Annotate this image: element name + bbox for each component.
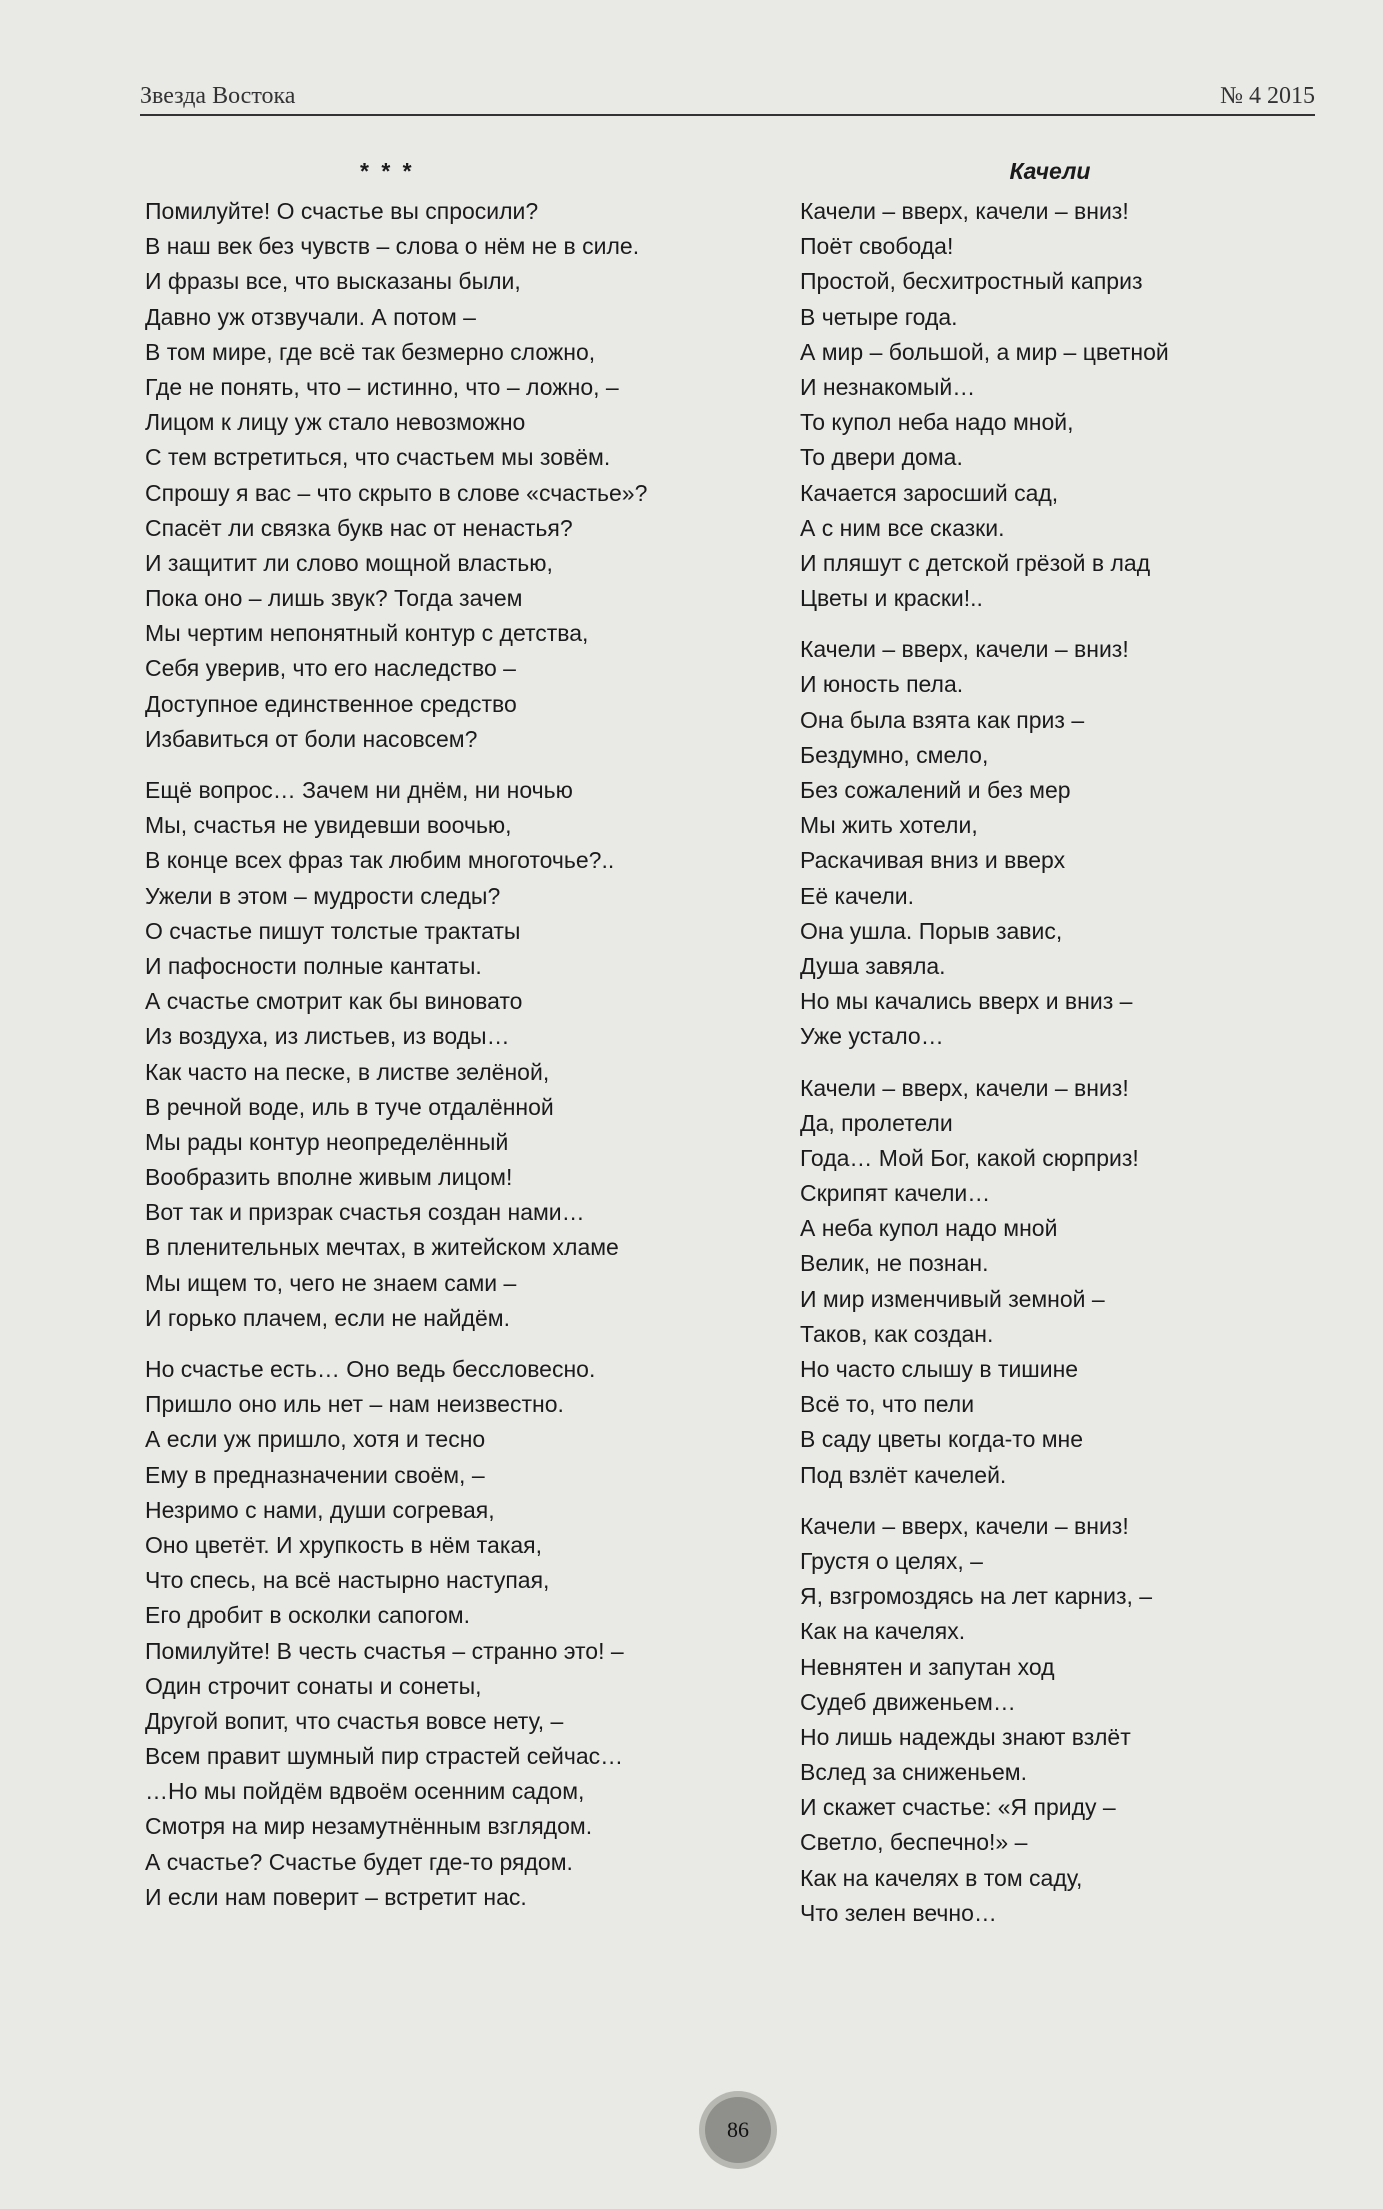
- verse-line: Вслед за сниженьем.: [800, 1759, 1027, 1786]
- verse-line: Как на качелях.: [800, 1618, 966, 1645]
- verse-line: В наш век без чувств – слова о нём не в силе.: [145, 233, 640, 260]
- verse-line: Качается заросший сад,: [800, 479, 1059, 506]
- verse-line: Но счастье есть… Оно ведь бессловесно.: [145, 1356, 596, 1382]
- verse-line: И горько плачем, если не найдём.: [145, 1304, 510, 1331]
- verse-line: Пришло оно иль нет – нам неизвестно.: [145, 1391, 564, 1418]
- verse-line: В конце всех фраз так любим многоточье?..: [145, 847, 615, 874]
- verse-line: Как часто на песке, в листве зелёной,: [145, 1058, 550, 1085]
- verse-line: Раскачивая вниз и вверх: [800, 847, 1066, 874]
- verse-line: Я, взгромоздясь на лет карниз, –: [800, 1583, 1153, 1610]
- verse-line: Простой, бесхитростный каприз: [800, 268, 1143, 295]
- verse-line: Смотря на мир незамутнённым взглядом.: [145, 1813, 593, 1840]
- verse-line: Но мы качались вверх и вниз –: [800, 988, 1133, 1015]
- verse-line: Ему в предназначении своём, –: [145, 1461, 485, 1488]
- verse-line: И незнакомый…: [800, 373, 976, 400]
- verse-line: Что спесь, на всё настырно наступая,: [145, 1567, 550, 1594]
- verse-line: О счастье пишут толстые трактаты: [145, 917, 521, 944]
- verse-line: Качели – вверх, качели – вниз!: [800, 1512, 1129, 1539]
- poem-body: [145, 194, 705, 1915]
- verse-line: Качели – вверх, качели – вниз!: [800, 636, 1129, 663]
- verse-line: Но часто слышу в тишине: [800, 1356, 1079, 1382]
- verse-line: Судеб движеньем…: [800, 1688, 1016, 1715]
- verse-line: Мы рады контур неопределённый: [145, 1128, 509, 1155]
- verse-line: Спрошу я вас – что скрыто в слове «счастье»?: [145, 479, 648, 506]
- verse-line: Доступное единственное средство: [145, 690, 517, 717]
- verse-line: Себя уверив, что его наследство –: [145, 655, 516, 682]
- verse-line: Как на качелях в том саду,: [800, 1864, 1083, 1891]
- verse-line: Ужели в этом – мудрости следы?: [145, 882, 501, 909]
- verse-line: Незримо с нами, души согревая,: [145, 1496, 495, 1523]
- poem-untitled: [145, 148, 705, 1931]
- verse-line: Один строчит сонаты и сонеты,: [145, 1672, 482, 1699]
- verse-line: Поёт свобода!: [800, 233, 954, 260]
- verse-line: Бездумно, смело,: [800, 741, 989, 768]
- verse-line: Давно уж отзвучали. А потом –: [145, 303, 476, 330]
- verse-line: С тем встретиться, что счастьем мы зовём.: [145, 444, 611, 471]
- poem-body: [800, 194, 1300, 1931]
- verse-line: Вообразить вполне живым лицом!: [145, 1164, 513, 1191]
- verse-line: А счастье смотрит как бы виновато: [145, 988, 523, 1015]
- verse-line: Невнятен и запутан ход: [800, 1653, 1055, 1680]
- page-number: 86: [705, 2097, 771, 2163]
- running-header: [140, 78, 1315, 116]
- verse-line: Качели – вверх, качели – вниз!: [800, 1074, 1129, 1101]
- stanza: [800, 1071, 1300, 1493]
- verse-line: Но лишь надежды знают взлёт: [800, 1723, 1131, 1750]
- verse-line: Уже устало…: [800, 1023, 944, 1050]
- verse-line: И пляшут с детской грёзой в лад: [800, 549, 1151, 576]
- verse-line: И если нам поверит – встретит нас.: [145, 1883, 527, 1910]
- verse-line: Мы, счастья не увидевши воочью,: [145, 812, 512, 839]
- verse-line: Вот так и призрак счастья создан нами…: [145, 1199, 585, 1226]
- verse-line: В пленительных мечтах, в житейском хламе: [145, 1234, 619, 1261]
- verse-line: И мир изменчивый земной –: [800, 1285, 1105, 1312]
- verse-line: Оно цветёт. И хрупкость в нём такая,: [145, 1531, 543, 1558]
- stanza: [800, 632, 1300, 1054]
- verse-line: Что зелен вечно…: [800, 1899, 997, 1926]
- poem-title-asterisks: * * *: [360, 157, 415, 184]
- verse-line: Без сожалений и без мер: [800, 777, 1071, 803]
- verse-line: Помилуйте! О счастье вы спросили?: [145, 198, 539, 224]
- verse-line: Грустя о целях, –: [800, 1547, 983, 1574]
- verse-line: И скажет счастье: «Я приду –: [800, 1794, 1116, 1821]
- journal-title: Звезда Востока: [140, 83, 296, 109]
- verse-line: И фразы все, что высказаны были,: [145, 268, 521, 295]
- verse-line: А если уж пришло, хотя и тесно: [145, 1426, 486, 1453]
- verse-line: В саду цветы когда-то мне: [800, 1426, 1084, 1453]
- verse-line: В четыре года.: [800, 303, 958, 330]
- verse-line: А неба купол надо мной: [800, 1215, 1058, 1242]
- stanza: [145, 194, 705, 757]
- verse-line: Светло, беспечно!» –: [800, 1829, 1028, 1856]
- verse-line: Пока оно – лишь звук? Тогда зачем: [145, 585, 523, 612]
- verse-line: Мы чертим непонятный контур с детства,: [145, 620, 589, 647]
- verse-line: В речной воде, иль в туче отдалённой: [145, 1093, 554, 1120]
- verse-line: Избавиться от боли насовсем?: [145, 725, 478, 752]
- verse-line: Мы ищем то, чего не знаем сами –: [145, 1269, 517, 1296]
- verse-line: И пафосности полные кантаты.: [145, 952, 482, 979]
- verse-line: Где не понять, что – истинно, что – ложно, –: [145, 373, 619, 400]
- verse-line: Душа завяла.: [800, 952, 946, 979]
- stanza: [145, 1352, 705, 1915]
- verse-line: Из воздуха, из листьев, из воды…: [145, 1023, 510, 1050]
- verse-line: Его дробит в осколки сапогом.: [145, 1602, 470, 1629]
- verse-line: Мы жить хотели,: [800, 812, 978, 839]
- verse-line: Спасёт ли связка букв нас от ненастья?: [145, 514, 573, 541]
- verse-line: Велик, не познан.: [800, 1250, 989, 1277]
- poem-kacheli: [800, 148, 1300, 1947]
- verse-line: А счастье? Счастье будет где-то рядом.: [145, 1848, 573, 1875]
- verse-line: Ещё вопрос… Зачем ни днём, ни ночью: [145, 777, 573, 803]
- verse-line: В том мире, где всё так безмерно сложно,: [145, 338, 596, 365]
- verse-line: Всё то, что пели: [800, 1391, 975, 1418]
- verse-line: Она ушла. Порыв завис,: [800, 917, 1063, 944]
- verse-line: Всем правит шумный пир страстей сейчас…: [145, 1743, 624, 1770]
- verse-line: Лицом к лицу уж стало невозможно: [145, 409, 526, 436]
- verse-line: Другой вопит, что счастья вовсе нету, –: [145, 1707, 564, 1734]
- verse-line: А мир – большой, а мир – цветной: [800, 338, 1169, 365]
- verse-line: А с ним все сказки.: [800, 514, 1005, 541]
- verse-line: Её качели.: [800, 882, 915, 909]
- verse-line: И защитит ли слово мощной властью,: [145, 549, 553, 576]
- stanza: [145, 773, 705, 1336]
- verse-line: Да, пролетели: [800, 1109, 953, 1136]
- verse-line: Помилуйте! В честь счастья – странно это! –: [145, 1637, 624, 1664]
- issue-number: № 4 2015: [1220, 83, 1315, 109]
- verse-line: То двери дома.: [800, 444, 963, 471]
- stanza: [800, 194, 1300, 616]
- verse-line: Таков, как создан.: [800, 1320, 994, 1347]
- stanza: [800, 1509, 1300, 1931]
- verse-line: …Но мы пойдём вдвоём осенним садом,: [145, 1778, 585, 1805]
- verse-line: Качели – вверх, качели – вниз!: [800, 198, 1129, 224]
- verse-line: Скрипят качели…: [800, 1180, 991, 1207]
- verse-line: Под взлёт качелей.: [800, 1461, 1007, 1488]
- verse-line: Цветы и краски!..: [800, 585, 983, 612]
- verse-line: То купол неба надо мной,: [800, 409, 1074, 436]
- verse-line: Она была взята как приз –: [800, 706, 1085, 733]
- verse-line: Года… Мой Бог, какой сюрприз!: [800, 1144, 1139, 1171]
- poem-title: Качели: [1009, 157, 1091, 184]
- verse-line: И юность пела.: [800, 671, 964, 698]
